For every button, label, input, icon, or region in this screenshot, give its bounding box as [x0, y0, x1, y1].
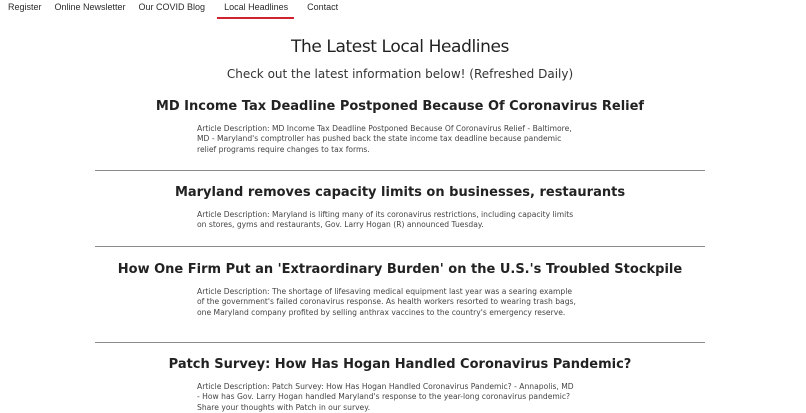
nav-local-headlines-link[interactable]: Local Headlines	[217, 2, 294, 19]
nav-contact-link[interactable]: Contact	[307, 2, 339, 12]
top-navigation	[0, 0, 806, 20]
article-description: Article Description: Maryland is lifting many of its coronavirus restrictions, including capacity limits on stores, gyms and restaurants, Gov. Larry Hogan (R) announced Tuesday.	[197, 210, 574, 230]
article-title-link[interactable]: MD Income Tax Deadline Postponed Because Of Coronavirus Relief	[155, 99, 645, 114]
article-item	[95, 262, 705, 318]
page-title: The Latest Local Headlines	[290, 37, 509, 57]
article-divider	[95, 342, 705, 343]
article-description: Article Description: MD Income Tax Deadline Postponed Because Of Coronavirus Relief - Baltimore, MD - Maryland's comptroller has pushed back the state income tax deadline because pandemic relief programs require changes to tax forms.	[197, 124, 572, 154]
article-item	[95, 99, 705, 155]
nav-online-newsletter-link[interactable]: Online Newsletter	[54, 2, 126, 12]
article-description: Article Description: Patch Survey: How Has Hogan Handled Coronavirus Pandemic? - Annapolis, MD - How has Gov. Larry Hogan handled Maryland's response to the year-long coronavirus pandemic? Share your thoughts with Patch in our survey.	[197, 382, 574, 412]
article-item	[95, 185, 705, 231]
article-title-link[interactable]: How One Firm Put an 'Extraordinary Burden' on the U.S.'s Troubled Stockpile	[117, 262, 683, 277]
article-divider	[95, 246, 705, 247]
article-item	[95, 357, 705, 413]
page-subtitle: Check out the latest information below! (Refreshed Daily)	[226, 67, 574, 81]
article-title-link[interactable]: Maryland removes capacity limits on businesses, restaurants	[174, 185, 626, 200]
article-title-link[interactable]: Patch Survey: How Has Hogan Handled Coronavirus Pandemic?	[168, 357, 632, 372]
nav-register-link[interactable]: Register	[8, 2, 42, 12]
nav-covid-blog-link[interactable]: Our COVID Blog	[138, 2, 206, 12]
article-divider	[95, 170, 705, 171]
article-description: Article Description: The shortage of lifesaving medical equipment last year was a searing example of the government's failed coronavirus response. As health workers resorted to wearing trash bags, one Maryland company profited by selling anthrax vaccines to the country's emergency reserve.	[197, 287, 576, 317]
